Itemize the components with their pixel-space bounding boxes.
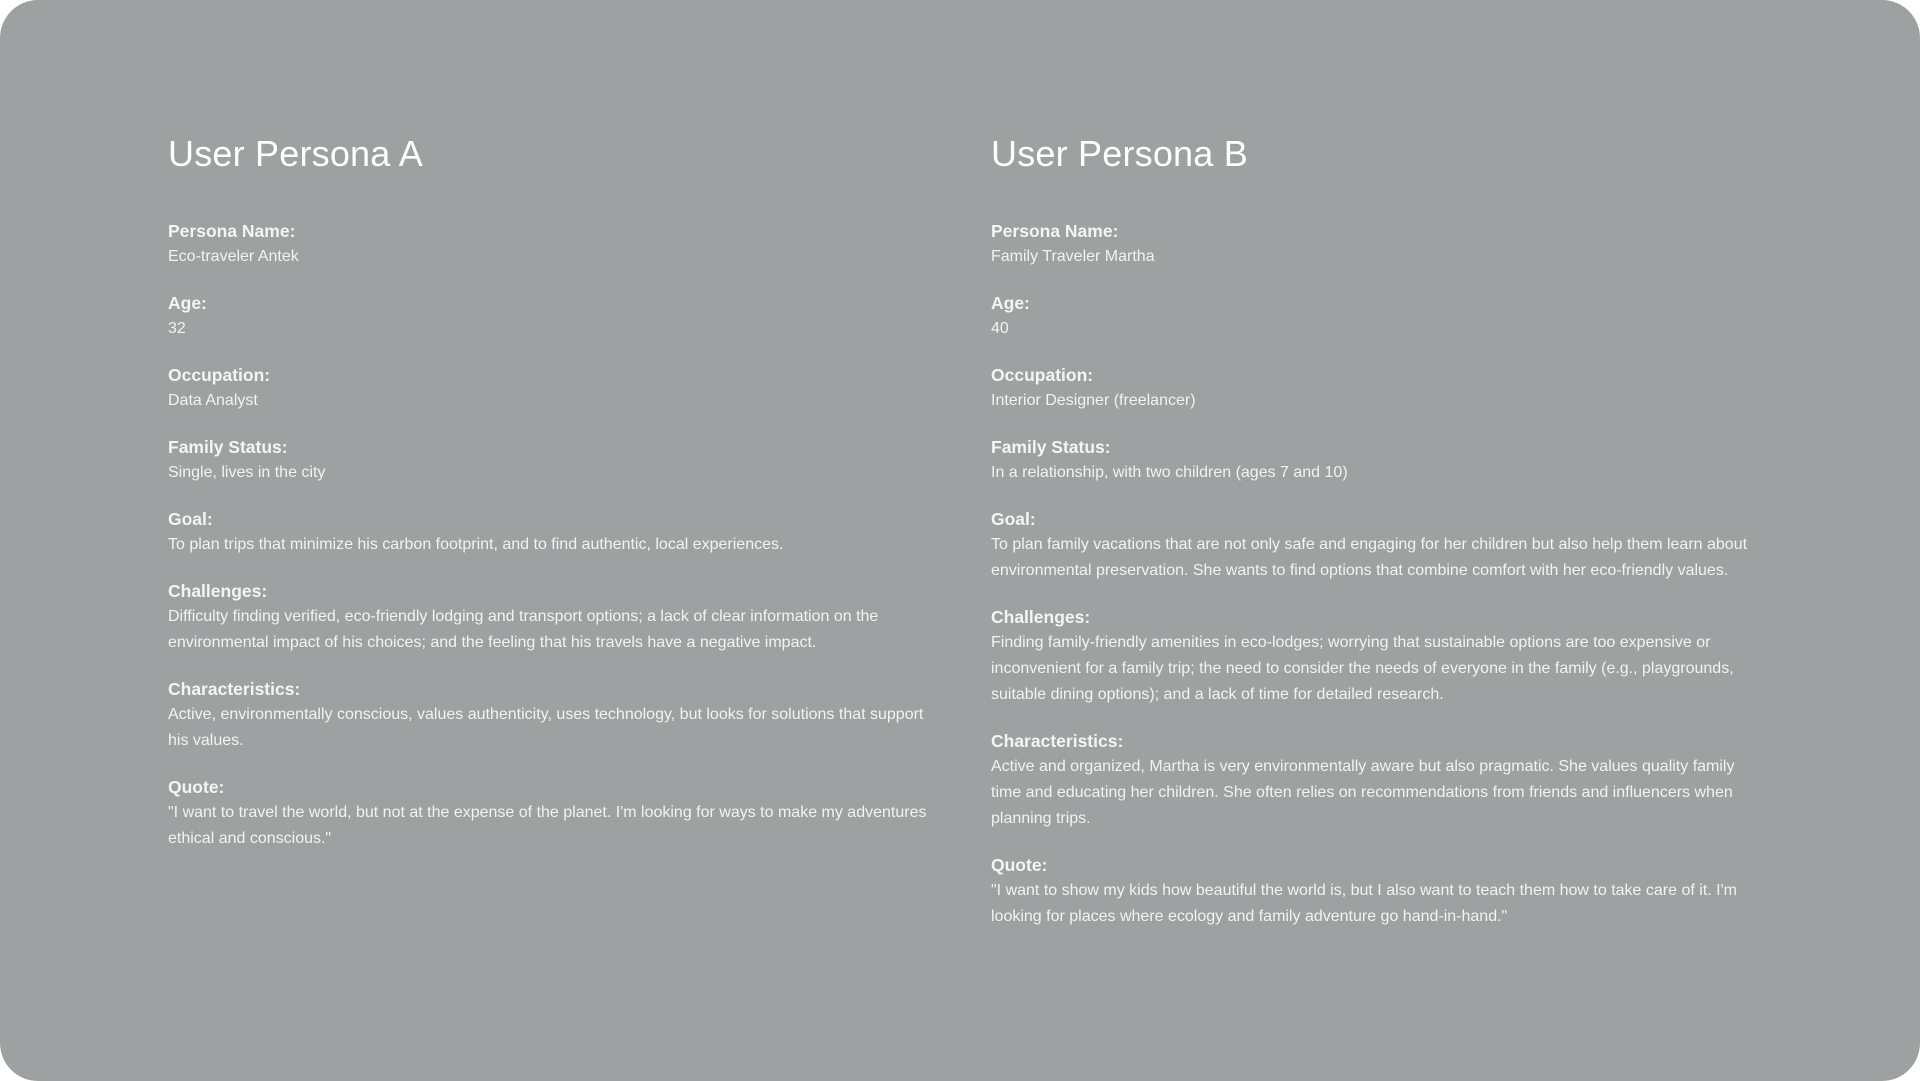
- persona-b-characteristics: [991, 728, 1751, 832]
- persona-a-characteristics: [168, 676, 928, 754]
- persona-b-occupation: [991, 362, 1751, 414]
- field-value: Active and organized, Martha is very environmentally aware but also pragmatic. She values quality family time and educating her children. She often relies on recommendations from friends and influencers when planning trips.: [991, 758, 1735, 827]
- field-value: Difficulty finding verified, eco-friendly lodging and transport options; a lack of clear information on the environmental impact of his choices; and the feeling that his travels have a negative impact.: [168, 608, 879, 651]
- field-value: Family Traveler Martha: [991, 248, 1155, 265]
- field-label: Occupation:: [168, 365, 271, 385]
- field-value: In a relationship, with two children (ages 7 and 10): [991, 464, 1348, 481]
- persona-b-challenges: [991, 604, 1751, 708]
- persona-a-age: [168, 290, 928, 342]
- field-value: "I want to show my kids how beautiful the world is, but I also want to teach them how to take care of it. I'm looking for places where ecology and family adventure go hand-in-hand.": [991, 882, 1737, 925]
- field-label: Age:: [168, 293, 207, 313]
- persona-a-occupation: [168, 362, 928, 414]
- field-value: 40: [991, 320, 1009, 337]
- field-value: Finding family-friendly amenities in eco-lodges; worrying that sustainable options are too expensive or inconvenient for a family trip; the need to consider the needs of everyone in the family (e.g., playgrounds, suitable dining options); and a lack of time for detailed research.: [991, 634, 1734, 703]
- field-value: Single, lives in the city: [168, 464, 326, 481]
- field-label: Persona Name:: [168, 221, 296, 241]
- field-value: "I want to travel the world, but not at the expense of the planet. I'm looking for ways to make my adventures ethical and conscious.": [168, 804, 927, 847]
- persona-b-quote: [991, 852, 1751, 930]
- field-label: Challenges:: [991, 607, 1091, 627]
- persona-a-family-status: [168, 434, 928, 486]
- persona-b-family-status: [991, 434, 1751, 486]
- field-value: To plan family vacations that are not only safe and engaging for her children but also help them learn about environmental preservation. She wants to find options that combine comfort with her eco-friendly values.: [991, 536, 1748, 579]
- persona-b-column: [991, 128, 1751, 950]
- field-label: Characteristics:: [991, 731, 1124, 751]
- field-label: Persona Name:: [991, 221, 1119, 241]
- persona-b-goal: [991, 506, 1751, 584]
- persona-a-title: User Persona A: [168, 133, 423, 174]
- persona-a-goal: [168, 506, 928, 558]
- field-label: Goal:: [168, 509, 213, 529]
- persona-a-name: [168, 218, 928, 270]
- field-label: Family Status:: [991, 437, 1111, 457]
- persona-b-age: [991, 290, 1751, 342]
- persona-a-quote: [168, 774, 928, 852]
- field-label: Quote:: [991, 855, 1048, 875]
- field-label: Occupation:: [991, 365, 1094, 385]
- field-value: Data Analyst: [168, 392, 258, 409]
- persona-b-title: User Persona B: [991, 133, 1248, 174]
- field-label: Family Status:: [168, 437, 288, 457]
- field-label: Age:: [991, 293, 1030, 313]
- field-label: Characteristics:: [168, 679, 301, 699]
- field-value: Interior Designer (freelancer): [991, 392, 1196, 409]
- field-value: 32: [168, 320, 186, 337]
- field-label: Goal:: [991, 509, 1036, 529]
- persona-b-name: [991, 218, 1751, 270]
- field-value: To plan trips that minimize his carbon footprint, and to find authentic, local experiences.: [168, 536, 784, 553]
- field-value: Active, environmentally conscious, values authenticity, uses technology, but looks for solutions that support his values.: [168, 706, 924, 749]
- persona-a-challenges: [168, 578, 928, 656]
- persona-a-column: [168, 128, 928, 872]
- field-label: Challenges:: [168, 581, 268, 601]
- field-label: Quote:: [168, 777, 225, 797]
- field-value: Eco-traveler Antek: [168, 248, 299, 265]
